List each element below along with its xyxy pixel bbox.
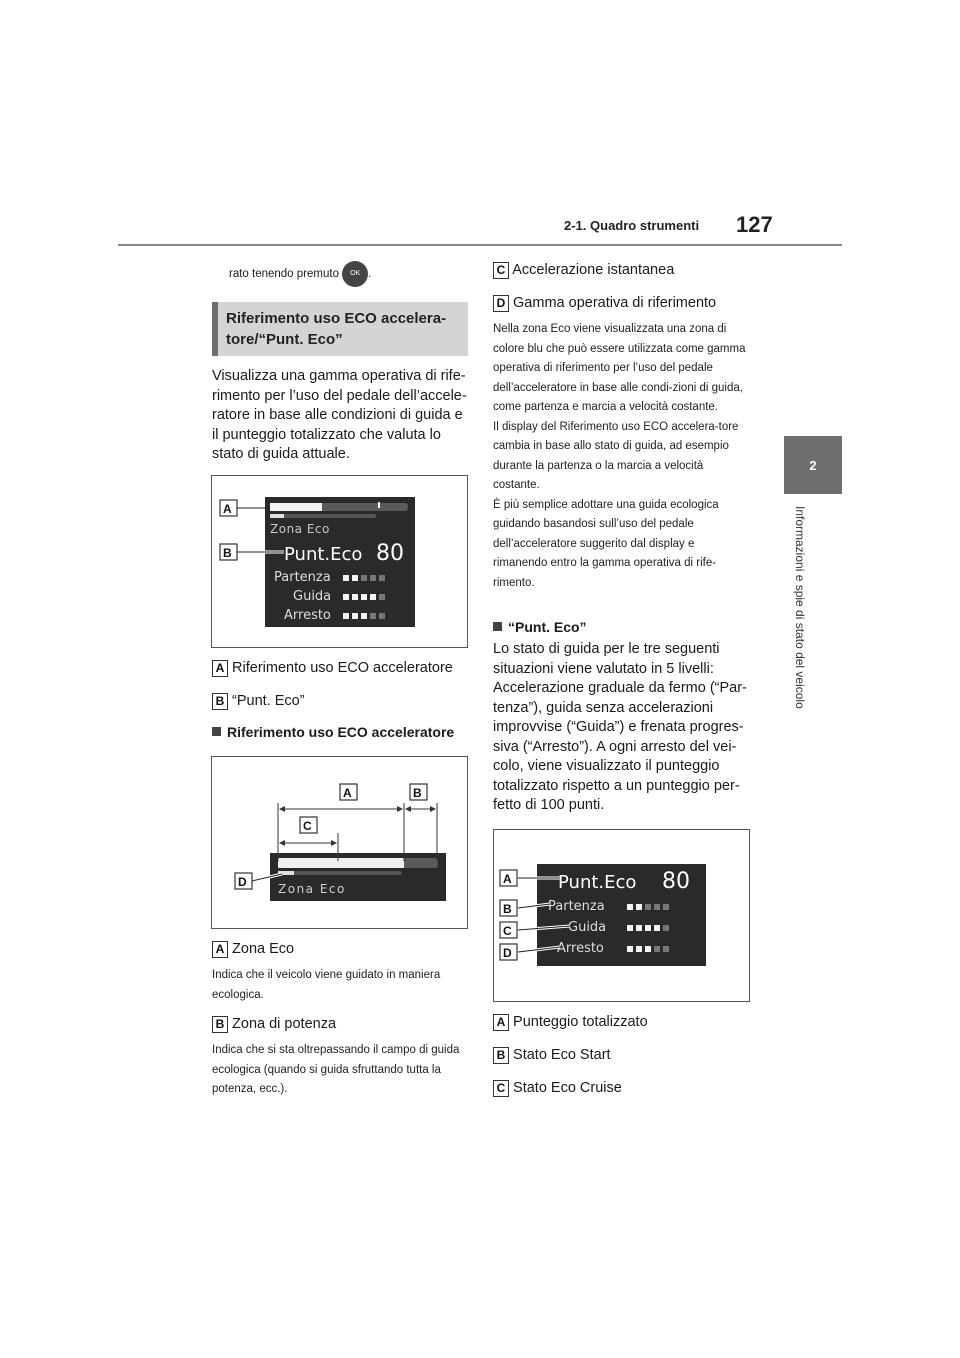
- level-dot: [352, 594, 358, 600]
- intro-text: rato tenendo premuto: [229, 268, 339, 281]
- eco-bar-illustration: [212, 757, 467, 928]
- item-b-text: Zona di potenza: [232, 1016, 337, 1032]
- level-dot: [361, 575, 367, 581]
- row-arresto: Arresto: [557, 941, 604, 956]
- score-value: 80: [376, 541, 404, 566]
- callout-d: D: [238, 875, 247, 889]
- item-b-desc: Indica che si sta oltrepassando il campo di guida ecologica (quando si guida sfruttando tutta la potenza, ecc.).: [212, 1044, 460, 1095]
- row-arresto: Arresto: [284, 608, 331, 623]
- reference-description: Nella zona Eco viene visualizzata una zona di colore blu che può essere utilizzata come gamma operativa di riferimento per l’uso del pedale dell’acceleratore in base alle condi-zioni di guida, come partenza e marcia a velocità costante. Il display del Riferimento uso ECO accelera-tore cambia in base allo stato di guida, ad esempio durante la partenza o la marcia a velocità costante. È più semplice adottare una guida ecologica guidando basandosi sull’uso del pedale dell’acceleratore suggerito dal display e rimanendo entro la gamma operativa di rife-rimento.: [493, 323, 746, 589]
- item-d: [493, 295, 716, 312]
- letter-d: D: [493, 295, 509, 312]
- level-dot: [379, 594, 385, 600]
- callout-a: A: [223, 502, 232, 516]
- intro-period: .: [368, 268, 372, 281]
- letter-b: B: [493, 1047, 509, 1064]
- figure-eco-bar: [211, 756, 468, 929]
- bullet-square: [212, 727, 221, 736]
- level-dot: [627, 925, 633, 931]
- level-dot: [636, 946, 642, 952]
- bullet-2-text: “Punt. Eco”: [508, 619, 587, 635]
- level-dot: [636, 925, 642, 931]
- item-b: [212, 1016, 336, 1033]
- eco-display-illustration: [212, 476, 467, 647]
- callout-c: C: [503, 924, 512, 938]
- level-dot: [370, 575, 376, 581]
- letter-a: A: [212, 660, 228, 677]
- score-value: 80: [662, 869, 690, 894]
- caption-a-text: Riferimento uso ECO acceleratore: [232, 660, 453, 676]
- page-number: 127: [736, 212, 773, 237]
- accel-bar-fill: [270, 514, 284, 518]
- eco-bar-fill: [270, 503, 322, 511]
- ok-button-icon: OK: [342, 261, 368, 287]
- punt-eco-label: Punt.Eco: [284, 544, 363, 565]
- item-a-desc: Indica che il veicolo viene guidato in maniera ecologica.: [212, 969, 441, 1001]
- callout-b: B: [413, 786, 422, 800]
- section-heading: Riferimento uso ECO accelera-tore/“Punt. Eco”: [212, 302, 468, 356]
- item-a: [212, 941, 294, 958]
- callout-b: B: [223, 546, 232, 560]
- chapter-tab: 2: [784, 436, 842, 494]
- level-dot: [379, 575, 385, 581]
- row-guida: Guida: [568, 920, 607, 935]
- caption-a: [212, 660, 453, 677]
- level-dot: [352, 613, 358, 619]
- list-c: [493, 1080, 622, 1097]
- figure-punt-eco: [493, 829, 750, 1002]
- zone-eco-label: Zona Eco: [278, 882, 346, 896]
- item-d-text: Gamma operativa di riferimento: [513, 295, 717, 311]
- accel-bar-track: [270, 514, 376, 518]
- letter-a: A: [212, 941, 228, 958]
- eco-bar-marker: [378, 502, 380, 508]
- figure-eco-display: [211, 475, 468, 648]
- intro-paragraph: Visualizza una gamma operativa di rife-rimento per l’uso del pedale dell’accele-ratore in base alle condizioni di guida e il punteggio totalizzato che valuta lo stato di guida attuale.: [212, 368, 467, 462]
- list-b: [493, 1047, 611, 1064]
- list-b-text: Stato Eco Start: [513, 1047, 611, 1063]
- score-paragraph: Lo stato di guida per le tre seguenti situazioni viene valutato in 5 livelli: Accelerazione graduale da fermo (“Par-tenza”), guida senza accelerazioni improvvise (“Guida”) e frenata progres-siva (“Arresto”). A ogni arresto del vei-colo, viene visualizzato il punteggio totalizzato rispetto a un punteggio per-fetto di 100 punti.: [493, 641, 747, 813]
- row-guida: Guida: [293, 589, 332, 604]
- item-a-text: Zona Eco: [232, 941, 295, 957]
- letter-b: B: [212, 693, 228, 710]
- level-dot: [370, 613, 376, 619]
- caption-b-text: “Punt. Eco”: [232, 693, 305, 709]
- bullet-1-text: Riferimento uso ECO acceleratore: [227, 724, 455, 740]
- level-dot: [343, 613, 349, 619]
- level-dot: [361, 594, 367, 600]
- level-dot: [645, 925, 651, 931]
- bullet-square: [493, 622, 502, 631]
- level-dot: [654, 946, 660, 952]
- level-dot: [645, 946, 651, 952]
- list-c-text: Stato Eco Cruise: [513, 1080, 622, 1096]
- level-dot: [343, 575, 349, 581]
- callout-a: A: [343, 786, 352, 800]
- level-dot: [645, 904, 651, 910]
- zone-eco-label: Zona Eco: [270, 522, 330, 536]
- level-dot: [370, 594, 376, 600]
- level-dot: [636, 904, 642, 910]
- level-dot: [352, 575, 358, 581]
- bullet-heading-1: [212, 724, 454, 740]
- row-partenza: Partenza: [274, 570, 331, 585]
- intro-line: [229, 261, 371, 287]
- accel-track: [278, 871, 402, 875]
- letter-c: C: [493, 262, 509, 279]
- level-dot: [663, 925, 669, 931]
- level-dot: [627, 946, 633, 952]
- caption-b: [212, 693, 305, 710]
- letter-c: C: [493, 1080, 509, 1097]
- list-a: [493, 1014, 648, 1031]
- level-dot: [343, 594, 349, 600]
- chapter-label: Informazioni e spie di stato del veicolo: [793, 506, 807, 709]
- bullet-heading-2: [493, 619, 587, 635]
- level-dot: [654, 904, 660, 910]
- callout-b: B: [503, 902, 512, 916]
- level-dot: [654, 925, 660, 931]
- item-c: [493, 262, 674, 279]
- level-dot: [379, 613, 385, 619]
- level-dot: [361, 613, 367, 619]
- bar-fill: [278, 858, 404, 868]
- letter-b: B: [212, 1016, 228, 1033]
- punt-eco-illustration: [494, 830, 749, 1001]
- callout-d: D: [503, 946, 512, 960]
- level-dot: [663, 904, 669, 910]
- row-partenza: Partenza: [548, 899, 605, 914]
- callout-c: C: [303, 819, 312, 833]
- level-dot: [663, 946, 669, 952]
- punt-eco-label: Punt.Eco: [558, 872, 637, 893]
- item-c-text: Accelerazione istantanea: [512, 262, 675, 278]
- letter-a: A: [493, 1014, 509, 1031]
- list-a-text: Punteggio totalizzato: [513, 1014, 648, 1030]
- callout-a: A: [503, 872, 512, 886]
- section-title: 2-1. Quadro strumenti: [564, 218, 700, 233]
- header-rule: [118, 244, 842, 246]
- level-dot: [627, 904, 633, 910]
